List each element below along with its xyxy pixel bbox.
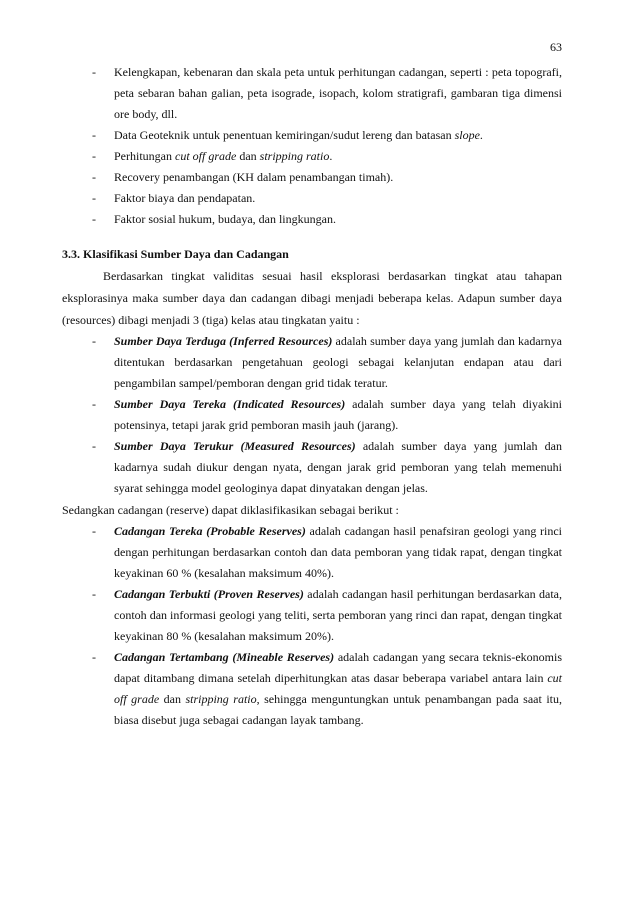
definition: adalah cadangan hasil perhitungan berdasarkan data, contoh dan informasi geologi yang teliti, serta pemboran yang rinci dan rapat, dengan tingkat keyakinan 80 % (kesalahan maksimum 20%). <box>114 587 562 643</box>
bullet-dash: - <box>92 587 96 601</box>
definition: dan <box>159 692 186 706</box>
definition: adalah cadangan hasil penafsiran geologi yang rinci dengan perhitungan berdasarkan contoh dan data pemboran yang tidak rapat, dengan tingkat keyakinan 60 % (kesalahan maksimum 40%). <box>114 524 562 580</box>
list-item <box>92 584 562 647</box>
list-item-text: . <box>479 128 483 142</box>
list-item <box>92 521 562 584</box>
bullet-dash: - <box>92 397 96 411</box>
list-item <box>92 146 562 167</box>
emphasis: cut off grade <box>114 671 562 706</box>
bullet-dash: - <box>92 334 96 348</box>
list-item-text: Faktor biaya dan pendapatan. <box>114 191 256 205</box>
definition: , sehingga menguntungkan untuk penambangan pada saat itu, biasa disebut juga sebagai cadangan layak tambang. <box>114 692 562 727</box>
emphasis: cut off grade <box>175 149 237 163</box>
page-number: 63 <box>550 40 562 54</box>
list-item-text: Data Geoteknik untuk penentuan kemiringan/sudut lereng dan batasan <box>114 128 455 142</box>
term: Cadangan Tereka (Probable Reserves) <box>114 524 306 538</box>
list-item <box>92 436 562 499</box>
definition: adalah sumber daya yang jumlah dan kadarnya ditentukan berdasarkan pengetahuan geologi sebagai kelanjutan endapan atau dari pengambilan sampel/pemboran dengan grid tidak teratur. <box>114 334 562 390</box>
section-paragraph: Berdasarkan tingkat validitas sesuai hasil eksplorasi berdasarkan tingkat atau tahapan eksplorasinya maka sumber daya dan cadangan dibagi menjadi beberapa kelas. Adapun sumber daya (resources) dibagi menjadi 3 (tiga) kelas atau tingkatan yaitu : <box>62 269 562 327</box>
list-item <box>92 188 562 209</box>
list-item-text: . <box>329 149 333 163</box>
definition: adalah sumber daya yang jumlah dan kadarnya sudah diukur dengan nyata, dengan jarak grid pemboran yang telah memenuhi syarat sehingga model geologinya dapat dinyatakan dengan jelas. <box>114 439 562 495</box>
bullet-dash: - <box>92 212 96 226</box>
definition: adalah sumber daya yang telah diyakini potensinya, tetapi jarak grid pemboran masih jauh (jarang). <box>114 397 562 432</box>
emphasis: slope <box>454 128 480 142</box>
list-item-text: Faktor sosial hukum, budaya, dan lingkungan. <box>114 212 336 226</box>
term: Cadangan Terbukti (Proven Reserves) <box>114 587 304 601</box>
bullet-dash: - <box>92 439 96 453</box>
term: Sumber Daya Terduga (Inferred Resources) <box>114 334 333 348</box>
list-item <box>92 331 562 394</box>
list-item <box>92 167 562 188</box>
list-item <box>92 209 562 230</box>
reserves-list <box>76 521 562 731</box>
list-item-text: Perhitungan <box>114 149 175 163</box>
list-item-text: Kelengkapan, kebenaran dan skala peta untuk perhitungan cadangan, seperti : peta topografi, peta sebaran bahan galian, peta isograde, isopach, kolom stratigrafi, gambaran tiga dimensi ore body, dll. <box>114 65 562 121</box>
bullet-dash: - <box>92 524 96 538</box>
list-item-text: dan <box>236 149 260 163</box>
list-item <box>92 647 562 731</box>
list-item-text: Recovery penambangan (KH dalam penambangan timah). <box>114 170 394 184</box>
term: Sumber Daya Terukur (Measured Resources) <box>114 439 356 453</box>
list-item <box>92 394 562 436</box>
term: Sumber Daya Tereka (Indicated Resources) <box>114 397 346 411</box>
page-content <box>62 62 562 731</box>
section-heading: 3.3. Klasifikasi Sumber Daya dan Cadangan <box>62 247 289 261</box>
emphasis: stripping ratio <box>259 149 330 163</box>
emphasis: stripping ratio <box>185 692 257 706</box>
list-item <box>92 125 562 146</box>
bullet-dash: - <box>92 149 96 163</box>
bullet-dash: - <box>92 650 96 664</box>
bullet-dash: - <box>92 191 96 205</box>
section-paragraph: Sedangkan cadangan (reserve) dapat diklasifikasikan sebagai berikut : <box>62 503 399 517</box>
list-item <box>92 62 562 125</box>
term: Cadangan Tertambang (Mineable Reserves) <box>114 650 335 664</box>
bullet-dash: - <box>92 65 96 79</box>
requirements-list <box>76 62 562 230</box>
bullet-dash: - <box>92 170 96 184</box>
resources-list <box>76 331 562 499</box>
bullet-dash: - <box>92 128 96 142</box>
definition: adalah cadangan yang secara teknis-ekonomis dapat ditambang dimana setelah diperhitungkan atas dasar beberapa variabel antara lain <box>114 650 562 685</box>
